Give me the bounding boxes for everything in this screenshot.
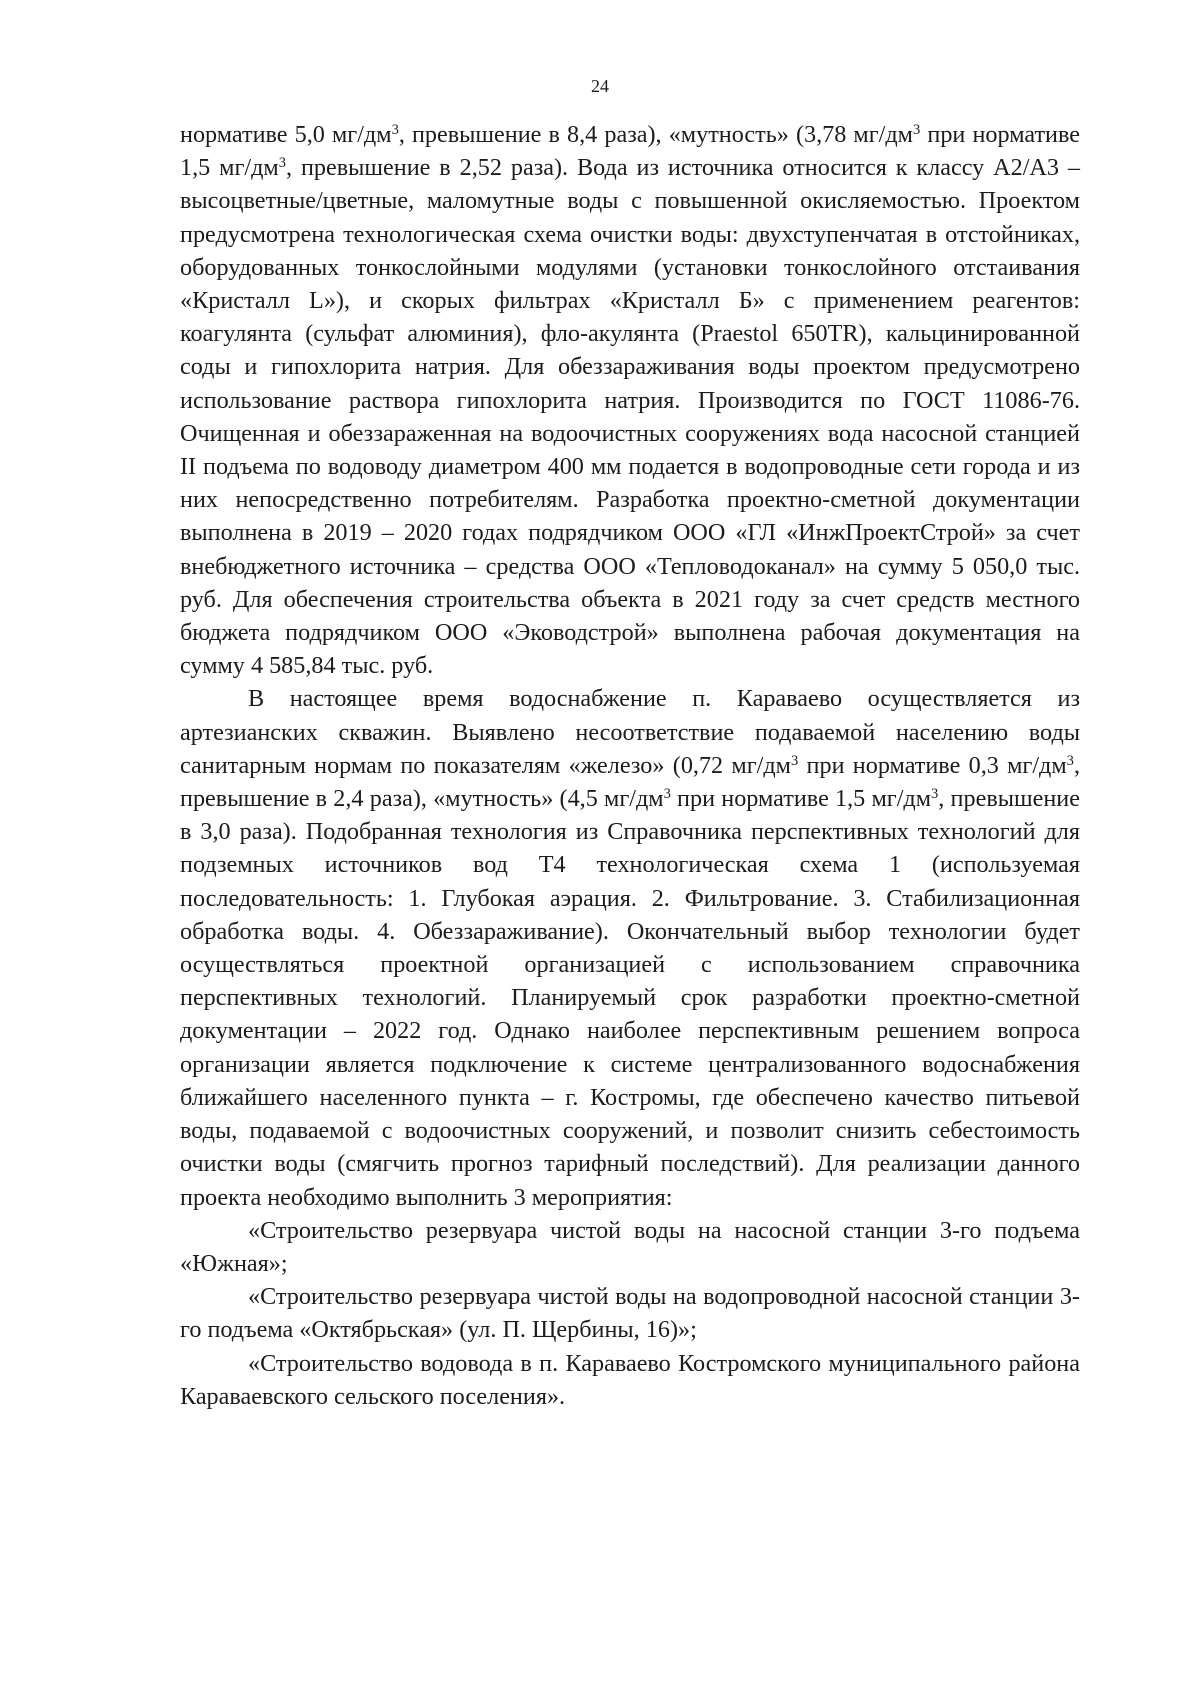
superscript-exponent: 3 bbox=[790, 752, 799, 769]
list-item-measure-oktyabrskaya: «Строительство резервуара чистой воды на водопроводной насосной станции 3-го подъема «Октябрьская» (ул. П. Щербины, 16)»; bbox=[180, 1283, 1080, 1344]
superscript-exponent: 3 bbox=[278, 155, 286, 172]
paragraph-karavaevo-supply: В настоящее время водоснабжение п. Караваево осуществляется из артезианских скважин. Выявлено несоответствие подаваемой населению воды санитарным нормам по показателям «железо» (0,72 $мг/дм^3$ при нормативе 0,3 $мг/дм^3$, превышение в 2,4 раза), «мутность» (4,5 $мг/дм^3$ при нормативе 1,5 $мг/дм^3$, превышение в 3,0 раза). Подобранная технология из Справочника перспективных технологий для подземных источников вод Т4 технологическая схема 1 (используемая последовательность: 1. Глубокая аэрация. 2. Фильтрование. 3. Стабилизационная обработка воды. 4. Обеззараживание). Окончательный выбор технологии будет осуществляться проектной организацией с использованием справочника перспективных технологий. Планируемый срок разработки проектно-сметной документации – 2022 год. Однако наиболее перспективным решением вопроса организации является подключение к системе централизованного водоснабжения ближайшего населенного пункта – г. Костромы, где обеспечено качество питьевой воды, подаваемой с водоочистных сооружений, и позволит снизить себестоимость очистки воды (смягчить прогноз тарифный последствий). Для реализации данного проекта необходимо выполнить 3 мероприятия: bbox=[180, 685, 1080, 1211]
superscript-exponent: 3 bbox=[913, 122, 921, 139]
superscript-exponent: 3 bbox=[1066, 752, 1074, 769]
superscript-exponent: 3 bbox=[931, 786, 939, 803]
superscript-exponent: 3 bbox=[391, 122, 399, 139]
list-item-measure-water-main: «Строительство водовода в п. Караваево Костромского муниципального района Караваевского сельского поселения». bbox=[180, 1349, 1080, 1410]
list-item-measure-yuzhnaya: «Строительство резервуара чистой воды на насосной станции 3-го подъема «Южная»; bbox=[180, 1216, 1080, 1277]
page-body bbox=[180, 118, 1080, 1413]
superscript-exponent: 3 bbox=[663, 786, 671, 803]
paragraph-water-treatment: нормативе 5,0 $мг/дм^3$, превышение в 8,4 раза), «мутность» (3,78 $мг/дм^3$ при нормативе 1,5 $мг/дм^3$, превышение в 2,52 раза). Вода из источника относится к классу А2/А3 – высоцветные/цветные, маломутные воды с повышенной окисляемостью. Проектом предусмотрена технологическая схема очистки воды: двухступенчатая в отстойниках, оборудованных тонкослойными модулями (установки тонкослойного отстаивания «Кристалл L»), и скорых фильтрах «Кристалл Б» с применением реагентов: коагулянта (сульфат алюминия), фло-акулянта (Praestol 650TR), кальцинированной соды и гипохлорита натрия. Для обеззараживания воды проектом предусмотрено использование раствора гипохлорита натрия. Производится по ГОСТ 11086-76. Очищенная и обеззараженная на водоочистных сооружениях вода насосной станцией II подъема по водоводу диаметром 400 мм подается в водопроводные сети города и из них непосредственно потребителям. Разработка проектно-сметной документации выполнена в 2019 – 2020 годах подрядчиком ООО «ГЛ «ИнжПроектСтрой» за счет внебюджетного источника – средства ООО «Тепловодоканал» на сумму 5 050,0 тыс. руб. Для обеспечения строительства объекта в 2021 году за счет средств местного бюджета подрядчиком ООО «Эководстрой» выполнена рабочая документация на сумму 4 585,84 тыс. руб. bbox=[180, 121, 1081, 680]
page-number: 24 bbox=[591, 76, 609, 96]
